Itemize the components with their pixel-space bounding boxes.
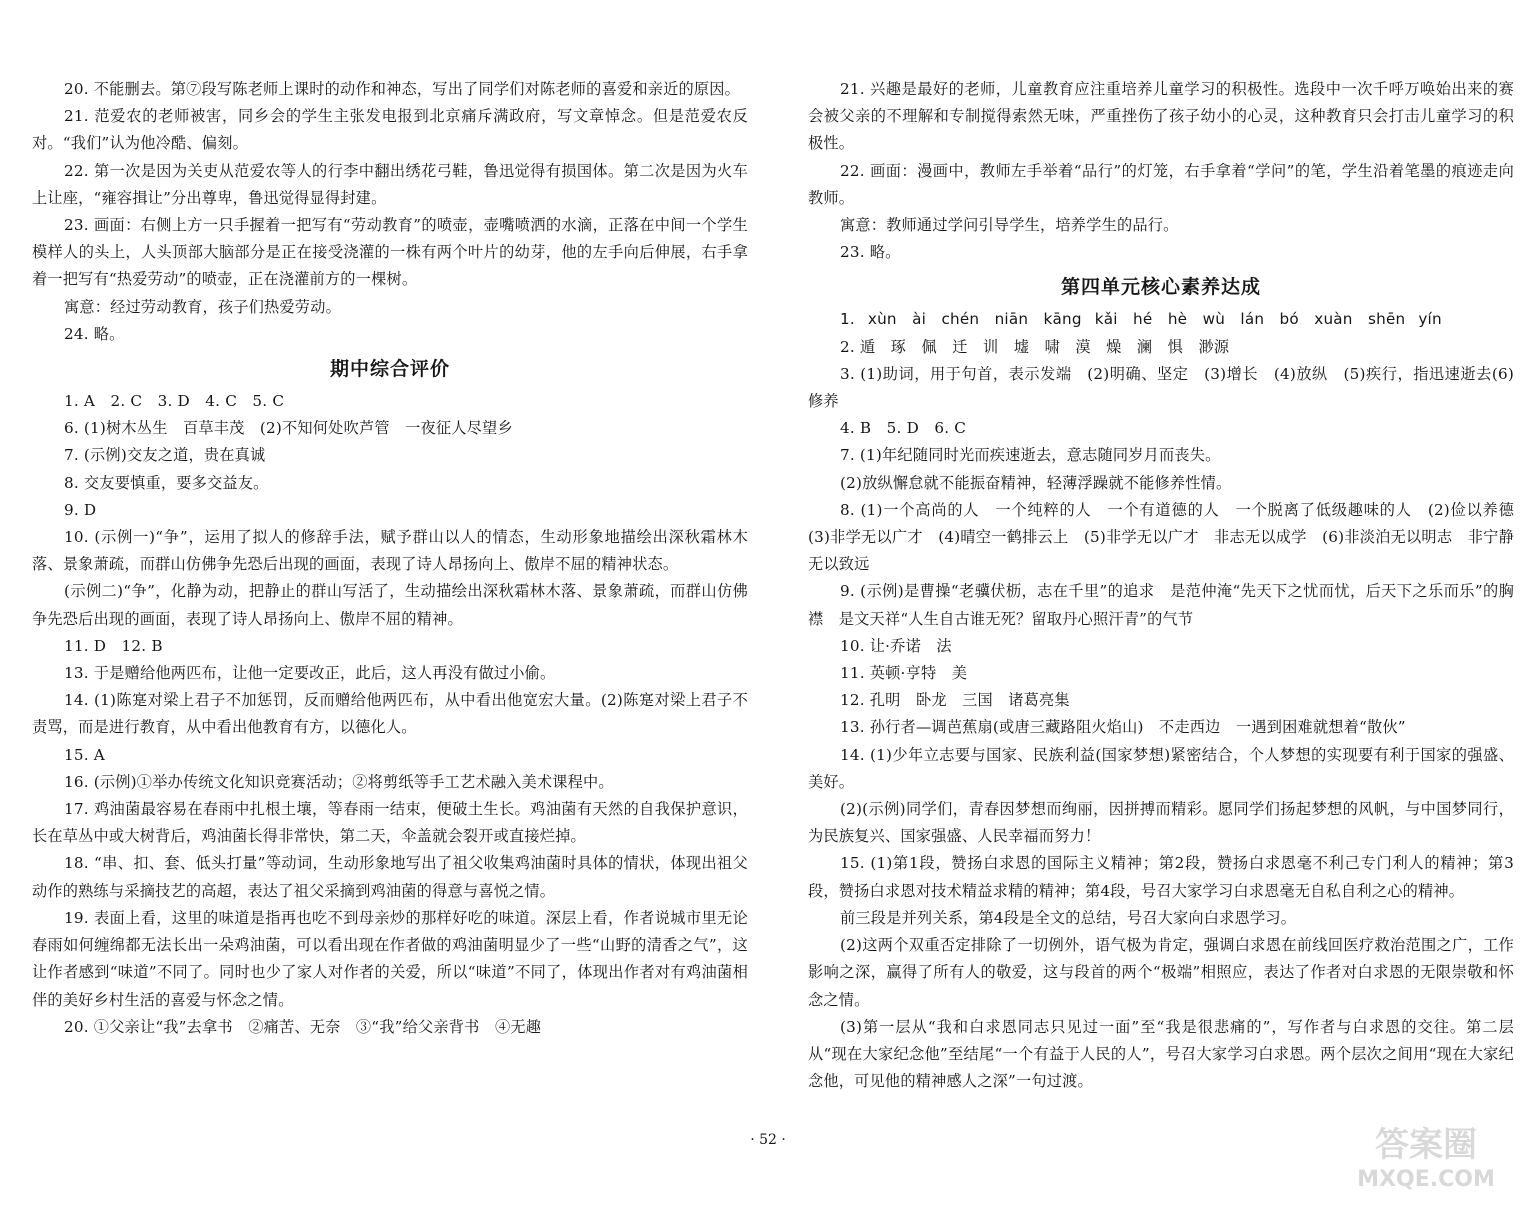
answer-paragraph: 16. (示例)①举办传统文化知识竞赛活动；②将剪纸等手工艺术融入美术课程中。 <box>64 772 614 791</box>
right-answers-part1 <box>808 76 1514 266</box>
answer-paragraph: 8. (1)一个高尚的人 一个纯粹的人 一个有道德的人 一个脱离了低级趣味的人 (2)俭以养德 (3)非学无以广才 (4)晴空一鹤排云上 (5)非学无以广才 非志无以成学 (6)非淡泊无以明志 非宁静无以致远 <box>808 500 1530 574</box>
answer-paragraph: 12. 孔明 卧龙 三国 诸葛亮集 <box>840 691 1070 710</box>
unit4-section-title: 第四单元核心素养达成 <box>1060 276 1261 299</box>
answer-paragraph: 前三段是并列关系，第4段是全文的总结，号召大家向白求恩学习。 <box>840 908 1297 927</box>
answer-paragraph: 11. 英顿·亨特 美 <box>840 664 968 683</box>
answer-paragraph: 7. (示例)交友之道，贵在真诚 <box>64 446 266 465</box>
right-column <box>808 76 1530 1095</box>
answer-paragraph: (2)这两个双重否定排除了一切例外，语气极为肯定，强调白求恩在前线回医疗救治范围之广，工作影响之深，赢得了所有人的敬爱，这与段首的两个“极端”相照应，表达了作者对白求恩的无限崇敬和怀念之情。 <box>808 936 1514 1009</box>
watermark-logo <box>1336 1116 1516 1196</box>
answer-paragraph: 2. 遁 琢 佩 迁 训 墟 啸 漠 燥 澜 惧 渺源 <box>840 337 1230 356</box>
answer-paragraph: 3. (1)助词，用于句首，表示发端 (2)明确、坚定 (3)增长 (4)放纵 (5)疾行，指迅速逝去(6)修养 <box>808 364 1514 411</box>
left-column <box>32 76 748 1041</box>
answer-paragraph: 18. “串、扣、套、低头打量”等动词，生动形象地写出了祖父收集鸡油菌时具体的情状，体现出祖父动作的熟练与采摘技艺的高超，表达了祖父采摘到鸡油菌的得意与喜悦之情。 <box>32 854 748 900</box>
answer-paragraph: (示例二)“争”，化静为动，把静止的群山写活了，生动描绘出深秋霜林木落、景象萧疏，而群山仿佛争先恐后出现的画面，表现了诗人昂扬向上、傲岸不屈的精神。 <box>32 582 748 628</box>
answer-paragraph: 6. (1)树木丛生 百草丰茂 (2)不知何处吹芦管 一夜征人尽望乡 <box>64 419 513 438</box>
answer-paragraph: 10. (示例一)“争”，运用了拟人的修辞手法，赋予群山以人的情态，生动形象地描绘出深秋霜林木落、景象萧疏，而群山仿佛争先恐后出现的画面，表现了诗人昂扬向上、傲岸不屈的精神状态。 <box>32 528 748 574</box>
watermark-text-bottom: MXQE.COM <box>1357 1167 1495 1192</box>
answer-paragraph: 寓意：教师通过学问引导学生，培养学生的品行。 <box>840 216 1179 235</box>
answer-paragraph: 15. A <box>64 745 105 764</box>
page-number: · 52 · <box>750 1132 786 1148</box>
answer-paragraph: 14. (1)少年立志要与国家、民族利益(国家梦想)紧密结合，个人梦想的实现要有利于国家的强盛、美好。 <box>808 745 1514 791</box>
answer-paragraph: 寓意：经过劳动教育，孩子们热爱劳动。 <box>64 297 341 316</box>
answer-paragraph: 21. 范爱农的老师被害，同乡会的学生主张发电报到北京痛斥满政府，写文章悼念。但是范爱农反对。“我们”认为他冷酷、偏刻。 <box>32 107 748 153</box>
answer-paragraph: 22. 画面：漫画中，教师左手举着“品行”的灯笼，右手拿着“学问”的笔，学生沿着笔墨的痕迹走向教师。 <box>808 161 1514 207</box>
answer-paragraph: 14. (1)陈寔对梁上君子不加惩罚，反而赠给他两匹布，从中看出他宽宏大量。(2)陈寔对梁上君子不责骂，而是进行教育，从中看出他教育有方，以德化人。 <box>32 691 748 737</box>
answer-paragraph: 23. 略。 <box>840 243 901 262</box>
answer-paragraph: 17. 鸡油菌最容易在春雨中扎根土壤，等春雨一结束，便破土生长。鸡油菌有天然的自我保护意识，长在草丛中或大树背后，鸡油菌长得非常快，第二天，伞盖就会裂开或直接烂掉。 <box>32 800 748 846</box>
watermark-text-top: 答案圈 <box>1375 1125 1477 1165</box>
answer-paragraph: 7. (1)年纪随同时光而疾速逝去，意志随同岁月而丧失。 <box>840 446 1221 465</box>
pinyin-answer-line: 1. xùn ài chén niān kāng kǎi hé hè wù lán bó xuàn shēn yín <box>840 310 1442 329</box>
answer-paragraph: (2)(示例)同学们，青春因梦想而绚丽，因拼搏而精彩。愿同学们扬起梦想的风帆，与中国梦同行，为民族复兴、国家强盛、人民幸福而努力！ <box>808 800 1514 846</box>
answer-paragraph: 1. A 2. C 3. D 4. C 5. C <box>64 392 285 411</box>
answer-paragraph: 13. 孙行者—调芭蕉扇(或唐三藏路阻火焰山) 不走西边 一遇到困难就想着“散伙” <box>840 718 1406 737</box>
midterm-section-title: 期中综合评价 <box>329 358 450 381</box>
answer-paragraph: 9. (示例)是曹操“老骥伏枥，志在千里”的追求 是范仲淹“先天下之忧而忧，后天下之乐而乐”的胸襟 是文天祥“人生自古谁无死？留取丹心照汗青”的气节 <box>808 582 1514 628</box>
answer-paragraph: 20. 不能删去。第⑦段写陈老师上课时的动作和神态，写出了同学们对陈老师的喜爱和亲近的原因。 <box>64 80 741 98</box>
right-answers-part2 <box>808 334 1530 1096</box>
answer-paragraph: 8. 交友要慎重，要多交益友。 <box>64 473 269 492</box>
answer-paragraph: 10. 让·乔诺 法 <box>840 636 952 655</box>
answer-paragraph: 21. 兴趣是最好的老师，儿童教育应注重培养儿童学习的积极性。选段中一次千呼万唤始出来的赛会被父亲的不理解和专制搅得索然无味，严重挫伤了孩子幼小的心灵，这种教育只会打击儿童学习的积极性。 <box>808 80 1514 153</box>
answer-paragraph: 11. D 12. B <box>64 636 163 655</box>
answer-paragraph: 9. D <box>64 500 97 519</box>
answer-paragraph: 4. B 5. D 6. C <box>840 419 967 438</box>
answer-paragraph: 22. 第一次是因为关吏从范爱农等人的行李中翻出绣花弓鞋，鲁迅觉得有损国体。第二次是因为火车上让座，“雍容揖让”分出尊卑，鲁迅觉得显得封建。 <box>32 161 748 207</box>
answer-paragraph: 20. ①父亲让“我”去拿书 ②痛苦、无奈 ③“我”给父亲背书 ④无趣 <box>64 1017 542 1036</box>
answer-paragraph: 15. (1)第1段，赞扬白求恩的国际主义精神；第2段，赞扬白求恩毫不利己专门利人的精神；第3段，赞扬白求恩对技术精益求精的精神；第4段，号召大家学习白求恩毫无自私自利之心的精神。 <box>808 854 1514 900</box>
answer-paragraph: 19. 表面上看，这里的味道是指再也吃不到母亲炒的那样好吃的味道。深层上看，作者说城市里无论春雨如何缠绵都无法长出一朵鸡油菌，可以看出现在作者做的鸡油菌明显少了一些“山野的清香之气”，这让作者感到“味道”不同了。同时也少了家人对作者的关爱，所以“味道”不同了，体现出作者对有鸡油菌相伴的美好乡村生活的喜爱与怀念之情。 <box>32 908 748 1009</box>
answer-paragraph: (3)第一层从“我和白求恩同志只见过一面”至“我是很悲痛的”，写作者与白求恩的交往。第二层从“现在大家纪念他”至结尾“一个有益于人民的人”，号召大家学习白求恩。两个层次之间用“现在大家纪念他，可见他的精神感人之深”一句过渡。 <box>808 1017 1514 1091</box>
left-answers-part1 <box>32 76 748 348</box>
left-answers-part2 <box>32 388 748 1041</box>
answer-paragraph: 13. 于是赠给他两匹布，让他一定要改正，此后，这人再没有做过小偷。 <box>64 664 556 683</box>
answer-paragraph: 23. 画面：右侧上方一只手握着一把写有“劳动教育”的喷壶，壶嘴喷洒的水滴，正落在中间一个学生模样人的头上，人头顶部大脑部分是正在接受浇灌的一株有两个叶片的幼芽，他的左手向后伸展，右手拿着一把写有“热爱劳动”的喷壶，正在浇灌前方的一棵树。 <box>32 216 748 289</box>
answer-paragraph: 24. 略。 <box>64 324 125 343</box>
answer-paragraph: (2)放纵懈怠就不能振奋精神，轻薄浮躁就不能修养性情。 <box>840 473 1232 492</box>
